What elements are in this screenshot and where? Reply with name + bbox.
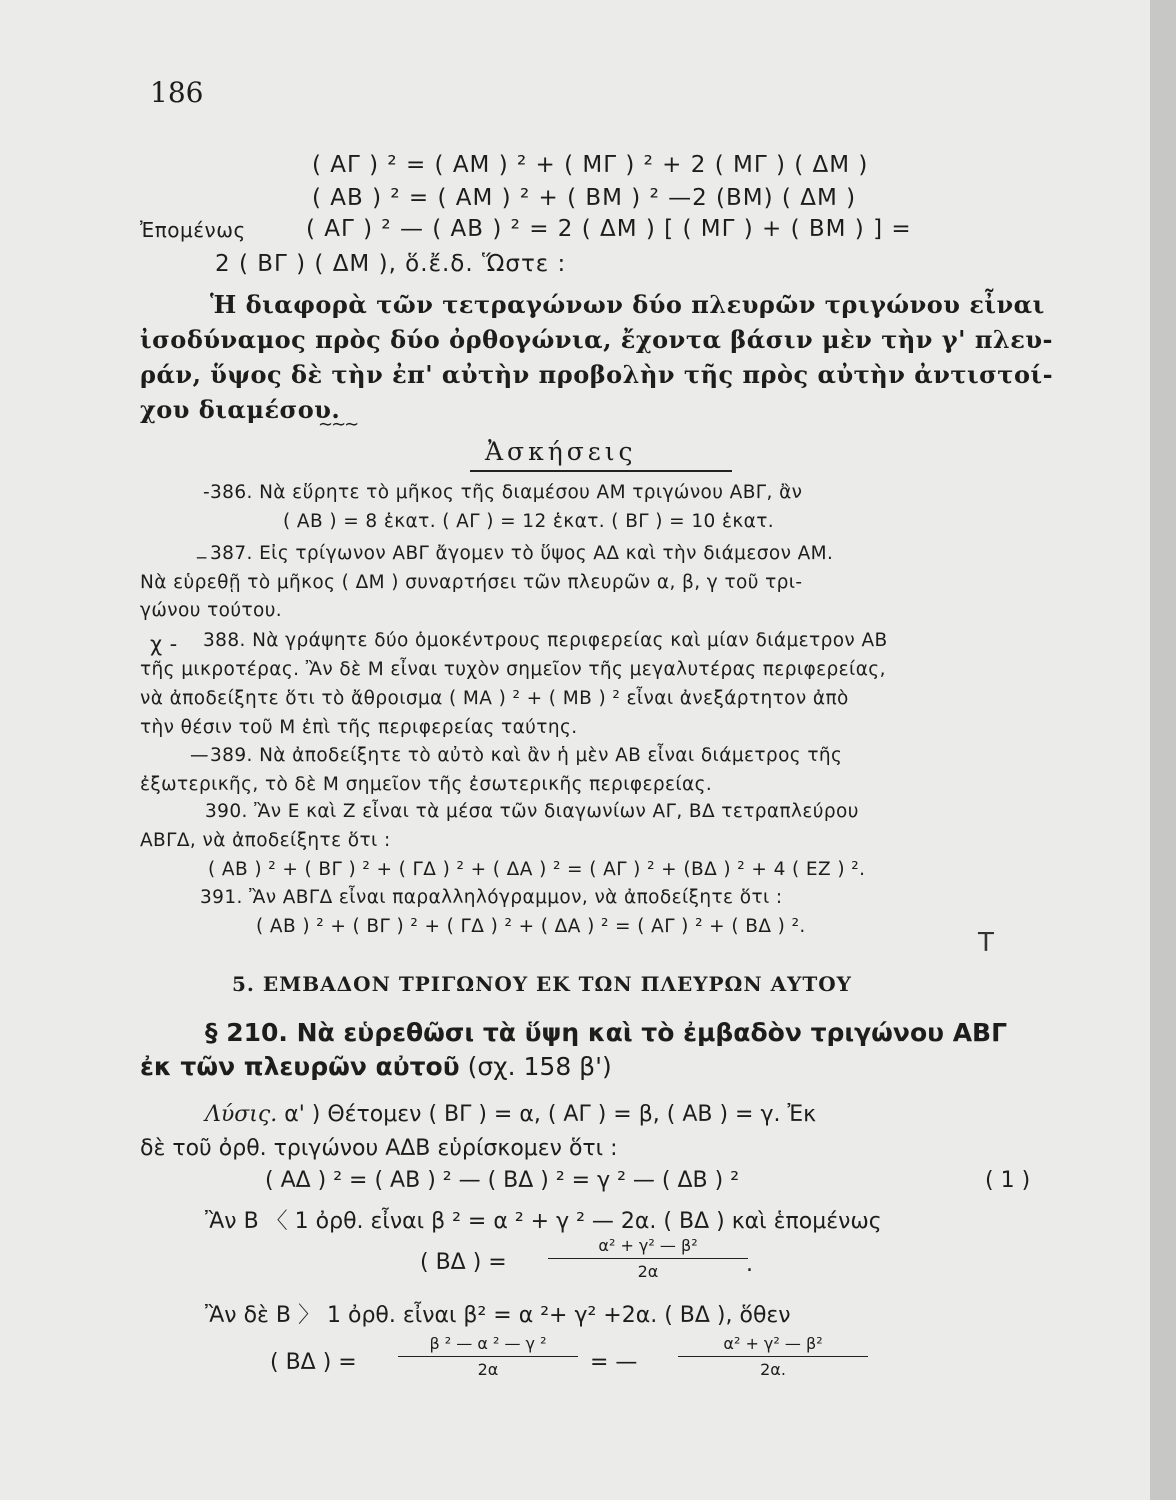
formula-2b-numerator: α² + γ² — β²	[723, 1334, 823, 1353]
exercise-390-line-1: 390. Ἂν Ε καὶ Ζ εἶναι τὰ μέσα τῶν διαγωνίων ΑΓ, ΒΔ τετραπλεύρου	[205, 801, 859, 822]
problem-line-2: ἐκ τῶν πλευρῶν αὐτοῦ	[140, 1052, 460, 1081]
margin-mark-388: χ -	[150, 632, 178, 656]
formula-1-bar	[548, 1258, 748, 1259]
exercise-387-line-2: Νὰ εὑρεθῇ τὸ μῆκος ( ΔΜ ) συναρτήσει τῶν πλευρῶν α, β, γ τοῦ τρι-	[140, 572, 803, 593]
solution-line-3: ( ΑΔ ) ² = ( ΑΒ ) ² — ( ΒΔ ) ² = γ ² — ( ΔΒ ) ²	[265, 1168, 740, 1193]
figure-reference: (σχ. 158 β')	[467, 1052, 612, 1081]
formula-1-denominator: 2α	[637, 1262, 659, 1281]
exercise-386-line-1: 386. Νὰ εὕρητε τὸ μῆκος τῆς διαμέσου ΑΜ τριγώνου ΑΒΓ, ἂν	[210, 482, 803, 503]
solution-line-2: δὲ τοῦ ὀρθ. τριγώνου ΑΔΒ εὑρίσκομεν ὅτι :	[140, 1136, 618, 1161]
formula-1-lhs: ( ΒΔ ) =	[420, 1250, 507, 1275]
solution-line-4: Ἂν Β 〈 1 ὀρθ. εἶναι β ² = α ² + γ ² — 2α. ( ΒΔ ) καὶ ἑπομένως	[205, 1209, 882, 1234]
margin-mark-386: -	[203, 482, 211, 503]
formula-2a-denominator: 2α	[477, 1360, 499, 1379]
exercise-388-line-4: τὴν θέσιν τοῦ Μ ἐπὶ τῆς περιφερείας ταύτης.	[140, 717, 578, 738]
theorem-line-3: ράν, ὕψος δὲ τὴν ἐπ' αὐτὴν προβολὴν τῆς πρὸς αὐτὴν ἀντιστοί-	[140, 360, 1054, 389]
formula-2a-bar	[398, 1356, 578, 1357]
exercise-390-line-3: ( ΑΒ ) ² + ( ΒΓ ) ² + ( ΓΔ ) ² + ( ΔΑ ) ² = ( ΑΓ ) ² + (ΒΔ ) ² + 4 ( ΕΖ ) ².	[208, 859, 866, 880]
formula-2a-fraction	[398, 1334, 578, 1379]
margin-mark-389: —	[190, 745, 209, 766]
equation-1: ( ΑΓ ) ² = ( ΑΜ ) ² + ( ΜΓ ) ² + 2 ( ΜΓ ) ( ΔΜ )	[312, 152, 869, 178]
problem-line-1: § 210. Νὰ εὑρεθῶσι τὰ ὕψη καὶ τὸ ἐμβαδὸν τριγώνου ΑΒΓ	[205, 1018, 1008, 1047]
title-underline	[470, 470, 732, 472]
exercise-387-line-3: γώνου τούτου.	[140, 600, 283, 621]
solution-line-1: α' ) Θέτομεν ( ΒΓ ) = α, ( ΑΓ ) = β, ( ΑΒ ) = γ. Ἐκ	[284, 1102, 817, 1127]
equation-number-1: ( 1 )	[985, 1168, 1031, 1193]
exercise-389-line-2: ἐξωτερικῆς, τὸ δὲ Μ σημεῖον τῆς ἐσωτερικῆς περιφερείας.	[140, 774, 713, 795]
formula-1-numerator: α² + γ² — β²	[598, 1236, 698, 1255]
exercise-391-line-2: ( ΑΒ ) ² + ( ΒΓ ) ² + ( ΓΔ ) ² + ( ΔΑ ) ² = ( ΑΓ ) ² + ( ΒΔ ) ².	[256, 916, 806, 937]
exercise-388-line-1: 388. Νὰ γράψητε δύο ὁμοκέντρους περιφερείας καὶ μίαν διάμετρον ΑΒ	[203, 630, 888, 651]
formula-1-fraction	[548, 1236, 748, 1281]
formula-2b-fraction	[678, 1334, 868, 1379]
section-heading: 5. ΕΜΒΑΔΟΝ ΤΡΙΓΩΝΟΥ ΕΚ ΤΩΝ ΠΛΕΥΡΩΝ ΑΥΤΟΥ	[232, 972, 852, 996]
formula-2b-denominator: 2α.	[760, 1360, 786, 1379]
margin-mark-387: _	[197, 538, 207, 559]
equation-3-prefix: Ἐπομένως	[140, 218, 246, 242]
solution-line-6: Ἂν δὲ Β 〉 1 ὀρθ. εἶναι β² = α ²+ γ² +2α. ( ΒΔ ), ὅθεν	[205, 1303, 791, 1328]
exercise-388-line-2: τῆς μικροτέρας. Ἂν δὲ Μ εἶναι τυχὸν σημεῖον τῆς μεγαλυτέρας περιφερείας,	[140, 659, 886, 680]
exercise-389-line-1: 389. Νὰ ἀποδείξητε τὸ αὐτὸ καὶ ἂν ἡ μὲν ΑΒ εἶναι διάμετρος τῆς	[210, 745, 843, 766]
page-edge	[1150, 0, 1176, 1500]
equation-4: 2 ( ΒΓ ) ( ΔΜ ), ὅ.ἔ.δ. Ὥστε :	[215, 251, 567, 277]
theorem-line-1: Ἡ διαφορὰ τῶν τετραγώνων δύο πλευρῶν τριγώνου εἶναι	[210, 290, 1045, 319]
formula-2-middle: = —	[590, 1350, 638, 1375]
theorem-line-2: ἰσοδύναμος πρὸς δύο ὀρθογώνια, ἔχοντα βάσιν μὲν τὴν γ' πλευ-	[140, 325, 1053, 354]
formula-2a-numerator: β ² — α ² — γ ²	[429, 1334, 547, 1353]
exercise-388-line-3: νὰ ἀποδείξητε ὅτι τὸ ἄθροισμα ( ΜΑ ) ² + ( ΜΒ ) ² εἶναι ἀνεξάρτητον ἀπὸ	[140, 688, 849, 709]
theorem-line-4: χου διαμέσου.	[140, 395, 341, 424]
equation-3: ( ΑΓ ) ² — ( ΑΒ ) ² = 2 ( ΔΜ ) [ ( ΜΓ ) + ( ΒΜ ) ] =	[306, 216, 912, 242]
wavy-underline: ∼∼∼	[318, 414, 358, 435]
formula-2-lhs: ( ΒΔ ) =	[270, 1350, 357, 1375]
solution-label: Λύσις.	[205, 1102, 278, 1127]
page-number: 186	[150, 76, 204, 109]
exercise-391-line-1: 391. Ἂν ΑΒΓΔ εἶναι παραλληλόγραμμον, νὰ ἀποδείξητε ὅτι :	[200, 887, 783, 908]
exercise-390-line-2: ΑΒΓΔ, νὰ ἀποδείξητε ὅτι :	[140, 830, 391, 851]
exercise-386-line-2: ( ΑΒ ) = 8 ἑκατ. ( ΑΓ ) = 12 ἑκατ. ( ΒΓ ) = 10 ἑκατ.	[283, 511, 775, 532]
formula-1-dot: .	[746, 1252, 753, 1277]
exercises-title: Ἀσκήσεις	[485, 437, 637, 466]
formula-2b-bar	[678, 1356, 868, 1357]
equation-2: ( ΑΒ ) ² = ( ΑΜ ) ² + ( ΒΜ ) ² —2 (ΒΜ) ( ΔΜ )	[312, 185, 857, 211]
exercise-387-line-1: 387. Εἰς τρίγωνον ΑΒΓ ἄγομεν τὸ ὕψος ΑΔ καὶ τὴν διάμεσον ΑΜ.	[210, 543, 834, 564]
margin-mark-tick: Τ	[978, 928, 994, 958]
